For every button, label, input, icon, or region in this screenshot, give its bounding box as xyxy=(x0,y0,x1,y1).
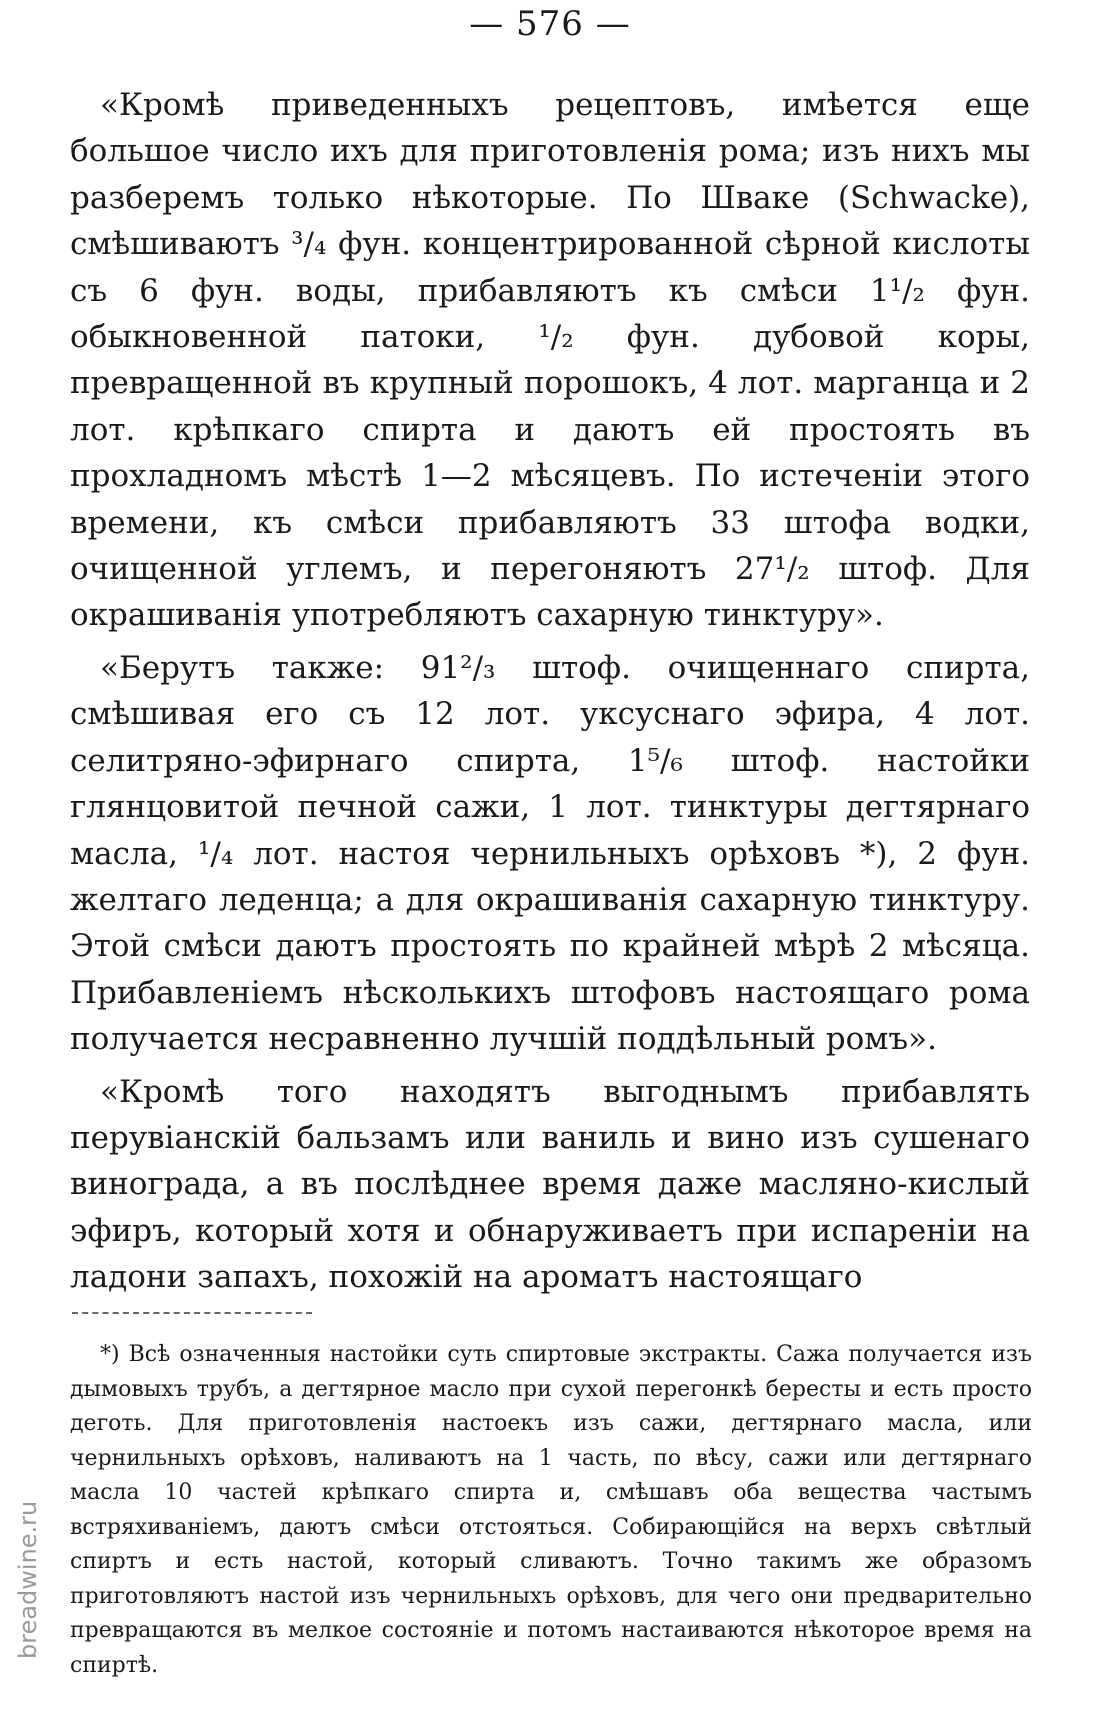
footnote-divider xyxy=(72,1312,312,1314)
paragraph-3: «Кромѣ того находятъ выгоднымъ прибавлять перувіанскій бальзамъ или ваниль и вино изъ сушенаго винограда, а въ послѣднее время даже масляно-кислый эфиръ, который хотя и обнаруживаетъ при испареніи на ладони запахъ, похожій на ароматъ настоящаго xyxy=(70,1073,1030,1296)
footnote-text: *) Всѣ означенныя настойки суть спиртовые экстракты. Сажа получается изъ дымовыхъ трубъ, а дегтярное масло при сухой перегонкѣ бересты и есть просто деготь. Для приготовленія настоекъ изъ сажи, дегтярнаго масла, или чернильныхъ орѣховъ, наливаютъ на 1 часть, по вѣсу, сажи или дегтярнаго масла 10 частей крѣпкаго спирта и, смѣшавъ оба вещества частымъ встряхиваніемъ, даютъ смѣси отстояться. Собирающійся на верхъ свѣтлый спиртъ и есть настой, который сливаютъ. Точно такимъ же образомъ приготовляютъ настой изъ чернильныхъ орѣховъ, для чего они предварительно превращаются въ мелкое состояніе и потомъ настаиваются нѣкоторое время на спиртѣ. xyxy=(70,1342,1032,1678)
page-number: — 576 — xyxy=(469,4,631,44)
paragraph-1: «Кромѣ приведенныхъ рецептовъ, имѣется еще большое число ихъ для приготовленія рома; изъ нихъ мы разберемъ только нѣкоторые. По Швакe (Schwacke), смѣшиваютъ ³/₄ фун. концентрированной сѣрной кислоты съ 6 фун. воды, прибавляютъ къ смѣси 1¹/₂ фун. обыкновенной патоки, ¹/₂ фун. дубовой коры, превращенной въ крупный порошокъ, 4 лот. марганца и 2 лот. крѣпкаго спирта и даютъ ей простоять въ прохладномъ мѣстѣ 1—2 мѣсяцевъ. По истеченіи этого времени, къ смѣси прибавляютъ 33 штофа водки, очищенной углемъ, и перегоняютъ 27¹/₂ штоф. Для окрашиванія употребляютъ сахарную тинктуру». xyxy=(70,87,1030,634)
footnote xyxy=(70,1338,1032,1683)
watermark: breadwine.ru xyxy=(14,1500,42,1660)
main-text xyxy=(70,82,1030,1301)
paragraph-2: «Берутъ также: 91²/₃ штоф. очищеннаго спирта, смѣшивая его съ 12 лот. уксуснаго эфира, 4 лот. селитряно-эфирнаго спирта, 1⁵/₆ штоф. настойки глянцовитой печной сажи, 1 лот. тинктуры дегтярнаго масла, ¹/₄ лот. настоя чернильныхъ орѣховъ *), 2 фун. желтаго леденца; а для окрашиванія сахарную тинктуру. Этой смѣси даютъ простоять по крайней мѣрѣ 2 мѣсяца. Прибавленіемъ нѣсколькихъ штофовъ настоящаго рома получается несравненно лучшій поддѣльный ромъ». xyxy=(70,649,1030,1058)
